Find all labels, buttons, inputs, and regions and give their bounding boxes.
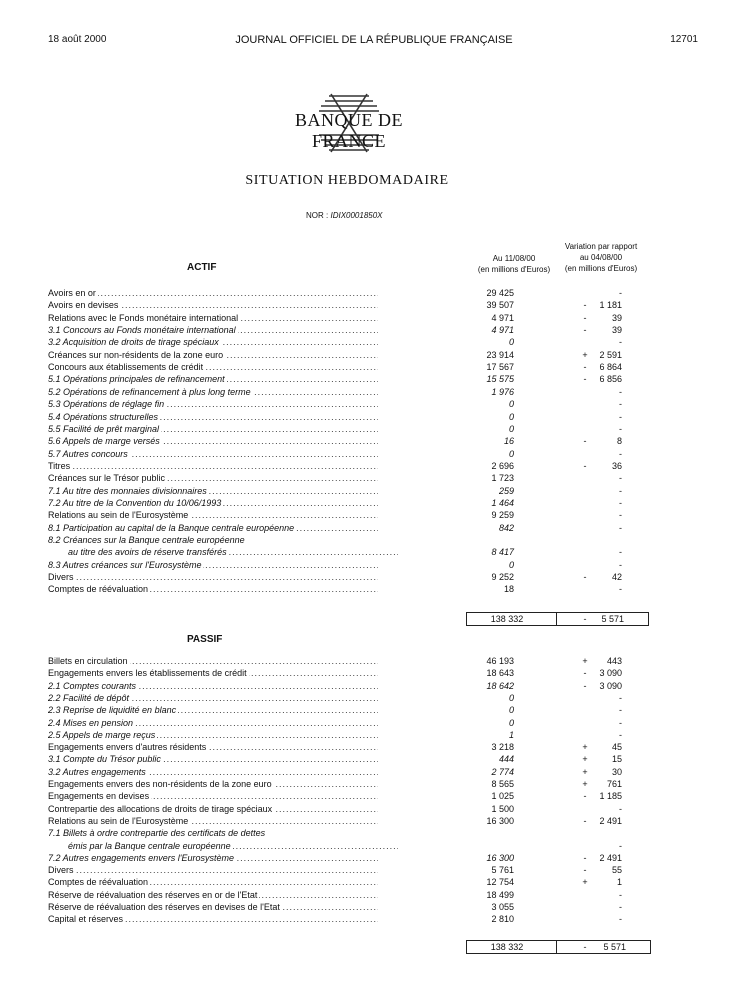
- row-variation: 6 856: [599, 374, 622, 385]
- row-variation: 36: [611, 460, 622, 471]
- row-variation-sign: +: [582, 766, 588, 777]
- row-label-text: Réserve de réévaluation des réserves en or de l'Etat: [48, 889, 258, 900]
- row-variation: -: [619, 411, 622, 422]
- row-label: [48, 667, 378, 679]
- row-value: 8 417: [491, 547, 514, 558]
- row-variation-sign: -: [583, 852, 587, 863]
- row-label: [48, 753, 378, 765]
- banque-de-france-logo: [256, 92, 442, 154]
- table-row: [0, 667, 748, 679]
- column-header-date: [464, 253, 564, 275]
- row-value: 1 464: [491, 497, 514, 508]
- row-label-text: Créances sur non-résidents de la zone euro: [48, 349, 224, 360]
- row-value: 29 425: [486, 288, 514, 298]
- row-label-text: Divers: [48, 572, 74, 583]
- column-var-line1: Variation par rapport: [564, 242, 638, 251]
- header-date: 18 août 2000: [48, 34, 107, 45]
- table-row: [0, 680, 748, 692]
- column-header-variation: [556, 241, 646, 274]
- row-label: [48, 827, 378, 839]
- row-variation-sign: +: [582, 656, 588, 666]
- row-label-text: 5.2 Opérations de refinancement à plus long terme: [48, 386, 251, 397]
- nor-value: IDIX0001850X: [330, 211, 383, 220]
- row-label-text: Avoirs en or: [48, 288, 96, 298]
- table-row: [0, 460, 748, 472]
- row-label: [48, 312, 378, 324]
- row-label: [48, 559, 378, 571]
- row-variation: -: [619, 547, 622, 558]
- row-label-text: 2.4 Mises en pension: [48, 717, 134, 728]
- row-label: [48, 522, 378, 534]
- row-variation: 39: [611, 312, 622, 323]
- row-variation: 6 864: [599, 362, 622, 373]
- row-label-text: Engagements envers d'autres résidents: [48, 742, 207, 753]
- row-label: [48, 803, 378, 815]
- row-value: 1 025: [491, 791, 514, 802]
- row-variation: -: [619, 510, 622, 521]
- row-label-text: Relations au sein de l'Eurosystème: [48, 510, 189, 521]
- row-variation: 443: [606, 656, 622, 666]
- row-label-text: 8.3 Autres créances sur l'Eurosystème: [48, 559, 202, 570]
- row-label: [48, 423, 378, 435]
- row-variation: 1 185: [599, 791, 622, 802]
- header-journal-title: JOURNAL OFFICIEL DE LA RÉPUBLIQUE FRANÇAISE: [235, 34, 513, 46]
- row-value: 0: [508, 692, 514, 703]
- row-value: 3 055: [491, 902, 514, 912]
- table-row: [0, 583, 748, 595]
- row-value: 0: [508, 705, 514, 716]
- table-row: [0, 913, 748, 925]
- row-variation: -: [619, 497, 622, 508]
- row-label: [48, 766, 378, 778]
- row-label: [48, 509, 378, 521]
- row-variation-sign: -: [583, 572, 587, 583]
- row-value: 12 754: [486, 877, 514, 888]
- total-actif-box: [466, 612, 649, 626]
- row-variation: 3 090: [599, 680, 622, 691]
- total-passif-box: [466, 940, 651, 954]
- row-label-text: 5.5 Facilité de prêt marginal: [48, 423, 160, 434]
- row-value: 2 774: [491, 766, 514, 777]
- row-label-text: 5.7 Autres concours: [48, 448, 128, 459]
- column-var-line3: (en millions d'Euros): [564, 264, 638, 273]
- row-label-text: Capital et réserves: [48, 914, 124, 925]
- row-variation-sign: -: [583, 460, 587, 471]
- row-value: 1 976: [491, 386, 514, 397]
- row-label: [48, 398, 378, 410]
- table-row: [0, 336, 748, 348]
- table-row: [0, 411, 748, 423]
- table-row: [0, 472, 748, 484]
- row-variation: -: [619, 717, 622, 728]
- row-value: 16: [503, 436, 514, 447]
- row-label: [48, 324, 378, 336]
- row-value: 18 643: [486, 668, 514, 679]
- row-value: 46 193: [486, 656, 514, 666]
- row-variation-sign: -: [583, 680, 587, 691]
- row-value: 16 300: [486, 852, 514, 863]
- row-label-text: 5.6 Appels de marge versés: [48, 436, 160, 447]
- row-label-text: 8.1 Participation au capital de la Banque centrale européenne: [48, 522, 295, 533]
- row-variation: -: [619, 889, 622, 900]
- row-variation: -: [619, 803, 622, 814]
- table-row: [0, 790, 748, 802]
- row-label-text: Avoirs en devises: [48, 300, 119, 311]
- row-variation-sign: -: [583, 374, 587, 385]
- row-value: 0: [508, 337, 514, 348]
- row-variation-sign: +: [582, 754, 588, 765]
- table-row: [0, 704, 748, 716]
- row-label-text: 2.5 Appels de marge reçus: [48, 729, 156, 740]
- row-variation-sign: +: [582, 877, 588, 888]
- table-row: [0, 534, 748, 546]
- table-row: [0, 299, 748, 311]
- table-row: [0, 876, 748, 888]
- table-row: [0, 889, 748, 901]
- row-label: [48, 373, 378, 385]
- row-value: 0: [508, 717, 514, 728]
- row-label: [48, 901, 378, 913]
- row-variation: -: [619, 705, 622, 716]
- row-label-text: au titre des avoirs de réserve transférés: [68, 547, 227, 558]
- table-row: [0, 485, 748, 497]
- row-label-text: Relations au sein de l'Eurosystème: [48, 815, 189, 826]
- row-label-text: 3.2 Autres engagements: [48, 766, 146, 777]
- row-label-text: Engagements envers les établissements de crédit: [48, 668, 247, 679]
- row-label: [48, 741, 378, 753]
- row-label-text: 3.1 Compte du Trésor public: [48, 754, 161, 765]
- table-row: [0, 741, 748, 753]
- row-value: 0: [508, 448, 514, 459]
- total-divider: [556, 613, 557, 625]
- row-label-text: Relations avec le Fonds monétaire international: [48, 312, 239, 323]
- table-row: [0, 571, 748, 583]
- section-title-actif: ACTIF: [187, 262, 217, 273]
- row-value: 1: [508, 729, 514, 740]
- table-row: [0, 287, 748, 299]
- logo-text: BANQUE DE FRANCE: [295, 110, 403, 151]
- nor-reference: [306, 211, 383, 220]
- table-row: [0, 349, 748, 361]
- row-label: [48, 852, 378, 864]
- row-variation: -: [619, 840, 622, 851]
- table-row: [0, 448, 748, 460]
- table-row: [0, 509, 748, 521]
- row-variation-sign: -: [583, 312, 587, 323]
- row-variation-sign: -: [583, 362, 587, 373]
- row-variation: -: [619, 902, 622, 912]
- table-row: [0, 766, 748, 778]
- table-row: [0, 655, 748, 667]
- row-label-text: Engagements envers des non-résidents de la zone euro: [48, 779, 272, 789]
- row-value: 15 575: [486, 374, 514, 385]
- row-variation-sign: +: [582, 779, 588, 789]
- row-value: 259: [498, 485, 514, 496]
- row-value: 18 499: [486, 889, 514, 900]
- row-value: 2 696: [491, 460, 514, 471]
- row-variation-sign: -: [583, 436, 587, 447]
- table-row: [0, 559, 748, 571]
- row-variation: -: [619, 914, 622, 925]
- row-label: [48, 889, 378, 901]
- row-label-text: 2.3 Reprise de liquidité en blanc: [48, 705, 177, 716]
- table-row: [0, 361, 748, 373]
- row-variation: -: [619, 423, 622, 434]
- row-label: [48, 815, 378, 827]
- row-variation-sign: -: [583, 791, 587, 802]
- row-label: [48, 876, 378, 888]
- row-value: 444: [498, 754, 514, 765]
- row-label: [48, 361, 378, 373]
- row-value: 18 642: [486, 680, 514, 691]
- table-row: [0, 840, 748, 852]
- table-row: [0, 901, 748, 913]
- row-variation: -: [619, 729, 622, 740]
- row-variation: -: [619, 522, 622, 533]
- row-label: [48, 583, 378, 595]
- row-value: 0: [508, 399, 514, 410]
- row-value: 0: [508, 559, 514, 570]
- row-label-text: 3.2 Acquisition de droits de tirage spéciaux: [48, 337, 219, 348]
- row-variation: 1: [616, 877, 622, 888]
- row-label: [48, 287, 378, 299]
- row-label: [48, 299, 378, 311]
- row-label: [68, 840, 398, 852]
- row-variation: 45: [611, 742, 622, 753]
- row-label: [48, 655, 378, 667]
- row-label: [48, 336, 378, 348]
- row-label: [48, 729, 378, 741]
- table-row: [0, 423, 748, 435]
- row-variation: 2 491: [599, 815, 622, 826]
- row-label-text: 7.2 Au titre de la Convention du 10/06/1993: [48, 497, 222, 508]
- row-variation: -: [619, 386, 622, 397]
- row-value: 842: [498, 522, 514, 533]
- row-variation: -: [619, 584, 622, 595]
- table-row: [0, 324, 748, 336]
- row-label: [48, 411, 378, 423]
- row-value: 9 259: [491, 510, 514, 521]
- row-variation: 55: [611, 865, 622, 876]
- row-label-text: Créances sur le Trésor public: [48, 473, 166, 484]
- row-variation: 30: [611, 766, 622, 777]
- row-label-text: 5.1 Opérations principales de refinancement: [48, 374, 225, 385]
- row-label-text: 7.2 Autres engagements envers l'Eurosystème: [48, 852, 234, 863]
- row-label: [48, 386, 378, 398]
- row-variation-sign: -: [583, 300, 587, 311]
- row-value: 39 507: [486, 300, 514, 311]
- row-label: [48, 534, 378, 546]
- row-variation-sign: +: [582, 349, 588, 360]
- row-variation: -: [619, 559, 622, 570]
- row-variation: 3 090: [599, 668, 622, 679]
- column-date-line1: Au 11/08/00: [492, 254, 536, 263]
- row-variation-sign: -: [583, 325, 587, 336]
- row-label-text: Réserve de réévaluation des réserves en devises de l'Etat: [48, 902, 280, 912]
- table-row: [0, 827, 748, 839]
- row-variation: 15: [611, 754, 622, 765]
- row-label-text: 2.1 Comptes courants: [48, 680, 137, 691]
- table-row: [0, 692, 748, 704]
- row-label: [48, 472, 378, 484]
- row-variation: -: [619, 337, 622, 348]
- row-value: 2 810: [491, 914, 514, 925]
- total-passif-sign: -: [583, 942, 587, 952]
- row-variation: -: [619, 288, 622, 298]
- row-label: [48, 497, 378, 509]
- row-label: [48, 435, 378, 447]
- total-actif-value: 138 332: [490, 614, 524, 624]
- row-label: [48, 349, 378, 361]
- table-row: [0, 729, 748, 741]
- row-value: 16 300: [486, 815, 514, 826]
- row-label-text: Engagements en devises: [48, 791, 150, 802]
- row-variation: -: [619, 473, 622, 484]
- row-variation: 39: [611, 325, 622, 336]
- total-passif-variation: 5 571: [603, 942, 626, 952]
- nor-label: NOR :: [306, 211, 329, 220]
- table-row: [0, 522, 748, 534]
- row-label-text: 5.4 Opérations structurelles: [48, 411, 159, 422]
- header-page-number: 12701: [670, 34, 698, 45]
- total-actif-variation: 5 571: [601, 614, 624, 624]
- section-title-passif: PASSIF: [187, 634, 223, 645]
- row-label: [48, 864, 378, 876]
- row-variation: -: [619, 448, 622, 459]
- table-row: [0, 373, 748, 385]
- row-label: [48, 717, 378, 729]
- row-variation: -: [619, 399, 622, 410]
- table-row: [0, 546, 748, 558]
- table-row: [0, 717, 748, 729]
- row-value: 4 971: [491, 312, 514, 323]
- row-value: 18: [503, 584, 514, 595]
- row-variation: 761: [606, 779, 622, 789]
- row-label-text: 7.1 Au titre des monnaies divisionnaires: [48, 485, 207, 496]
- row-variation: 2 591: [599, 349, 622, 360]
- row-label-text: Comptes de réévaluation: [48, 877, 149, 888]
- row-label-text: 7.1 Billets à ordre contrepartie des certificats de dettes: [48, 828, 266, 839]
- row-label: [48, 448, 378, 460]
- table-row: [0, 398, 748, 410]
- table-row: [0, 497, 748, 509]
- column-date-line2: (en millions d'Euros): [477, 265, 551, 274]
- row-value: 8 565: [491, 779, 514, 789]
- row-label: [48, 913, 378, 925]
- row-label: [48, 692, 378, 704]
- table-row: [0, 778, 748, 790]
- table-row: [0, 753, 748, 765]
- page-title: SITUATION HEBDOMADAIRE: [245, 173, 449, 188]
- row-variation-sign: -: [583, 865, 587, 876]
- row-label-text: 5.3 Opérations de réglage fin: [48, 399, 165, 410]
- table-row: [0, 435, 748, 447]
- row-label-text: 3.1 Concours au Fonds monétaire international: [48, 325, 236, 336]
- total-actif-sign: -: [583, 614, 587, 624]
- row-label-text: 2.2 Facilité de dépôt: [48, 692, 130, 703]
- row-label-text: Divers: [48, 865, 74, 876]
- row-variation-sign: +: [582, 742, 588, 753]
- row-value: 5 761: [491, 865, 514, 876]
- total-passif-value: 138 332: [490, 942, 524, 952]
- row-value: 0: [508, 423, 514, 434]
- row-value: 4 971: [491, 325, 514, 336]
- row-value: 1 500: [491, 803, 514, 814]
- row-variation: -: [619, 692, 622, 703]
- row-value: 3 218: [491, 742, 514, 753]
- row-value: 1 723: [491, 473, 514, 484]
- row-value: 0: [508, 411, 514, 422]
- row-label-text: Contrepartie des allocations de droits de tirage spéciaux: [48, 803, 273, 814]
- table-row: [0, 852, 748, 864]
- row-label: [48, 460, 378, 472]
- row-label: [48, 485, 378, 497]
- row-variation-sign: -: [583, 815, 587, 826]
- row-label-text: Concours aux établissements de crédit: [48, 362, 204, 373]
- row-variation: 8: [616, 436, 622, 447]
- row-value: 17 567: [486, 362, 514, 373]
- total-divider: [556, 941, 557, 953]
- row-variation: -: [619, 485, 622, 496]
- row-label-text: émis par la Banque centrale européenne: [68, 840, 231, 851]
- row-variation: 42: [611, 572, 622, 583]
- table-row: [0, 386, 748, 398]
- row-label-text: 8.2 Créances sur la Banque centrale européenne: [48, 535, 245, 545]
- row-label: [68, 546, 398, 558]
- row-label: [48, 680, 378, 692]
- table-row: [0, 312, 748, 324]
- row-label-text: Comptes de réévaluation: [48, 584, 149, 595]
- column-var-line2: au 04/08/00: [579, 253, 623, 262]
- table-row: [0, 803, 748, 815]
- row-label-text: Billets en circulation: [48, 656, 128, 666]
- table-row: [0, 864, 748, 876]
- row-label: [48, 790, 378, 802]
- row-label-text: Titres: [48, 460, 71, 471]
- table-row: [0, 815, 748, 827]
- row-variation-sign: -: [583, 668, 587, 679]
- row-label: [48, 778, 378, 790]
- row-variation: 1 181: [599, 300, 622, 311]
- row-variation: 2 491: [599, 852, 622, 863]
- row-label: [48, 704, 378, 716]
- row-value: 9 252: [491, 572, 514, 583]
- row-label: [48, 571, 378, 583]
- row-value: 23 914: [486, 349, 514, 360]
